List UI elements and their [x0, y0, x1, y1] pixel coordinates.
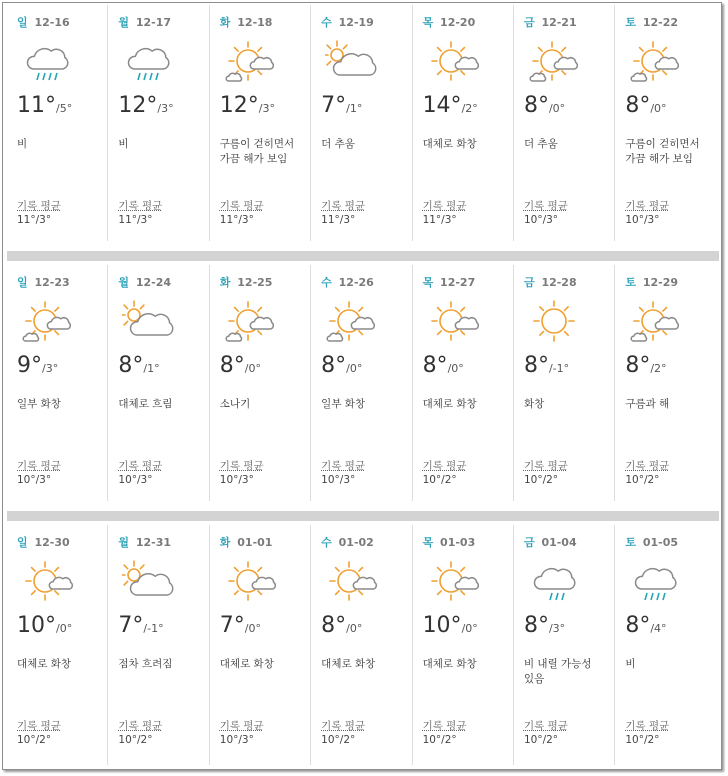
high-temp: 8° — [523, 613, 549, 638]
week-row — [7, 265, 717, 501]
day-date — [423, 274, 476, 290]
low-temp: /3° — [157, 102, 174, 115]
day-date — [625, 534, 678, 550]
forecast-day[interactable] — [514, 5, 615, 241]
historical-avg-value: 11°/3° — [118, 214, 153, 226]
historical-avg-value: 10°/3° — [625, 214, 660, 226]
day-name: 화 — [219, 536, 231, 549]
historical-avg-value: 10°/2° — [422, 734, 457, 746]
week-separator — [7, 511, 719, 521]
condition-text: 일부 화창 — [17, 398, 61, 410]
day-date — [625, 14, 678, 30]
high-temp: 7° — [219, 613, 245, 638]
forecast-day[interactable] — [615, 5, 716, 241]
condition-text: 비 — [17, 138, 28, 150]
sun-small-cloud-icon — [21, 559, 77, 605]
day-date — [423, 534, 476, 550]
historical-avg-value: 10°/3° — [118, 474, 153, 486]
temperature — [17, 93, 72, 118]
day-date — [17, 274, 70, 290]
condition-text: 대체로 화창 — [219, 658, 274, 670]
temperature — [118, 93, 173, 118]
day-date — [321, 14, 374, 30]
temperature — [524, 613, 565, 638]
historical-avg-link[interactable]: 기록 평균 — [625, 460, 670, 472]
historical-avg-link[interactable]: 기록 평균 — [321, 200, 366, 212]
condition-text: 비 내릴 가능성 있음 — [523, 658, 592, 685]
forecast-day[interactable] — [311, 265, 412, 501]
date-label: 12-25 — [237, 276, 273, 289]
historical-avg-value: 11°/3° — [422, 214, 457, 226]
forecast-day[interactable] — [7, 5, 108, 241]
low-temp: /4° — [650, 622, 667, 635]
day-date — [321, 274, 374, 290]
low-temp: /2° — [461, 102, 478, 115]
historical-avg-link[interactable]: 기록 평균 — [118, 200, 163, 212]
historical-avg-link[interactable]: 기록 평균 — [219, 200, 264, 212]
temperature — [625, 613, 666, 638]
condition-text: 구름이 걷히면서 가끔 해가 보임 — [219, 138, 295, 165]
high-temp: 8° — [625, 93, 651, 118]
rain-icon — [122, 39, 178, 85]
low-temp: /0° — [548, 102, 566, 115]
day-name: 일 — [17, 276, 28, 289]
low-temp: /-1° — [143, 622, 164, 635]
sun-cloud-icon — [224, 39, 280, 85]
date-label: 12-16 — [34, 16, 70, 29]
low-temp: /1° — [346, 102, 363, 115]
forecast-day[interactable] — [7, 525, 108, 765]
historical-avg-link[interactable]: 기록 평균 — [219, 460, 264, 472]
condition-text: 대체로 흐림 — [118, 398, 173, 410]
date-label: 12-22 — [642, 16, 679, 29]
condition-text: 구름과 해 — [625, 398, 670, 410]
forecast-day[interactable] — [311, 5, 412, 241]
high-temp: 14° — [422, 93, 462, 118]
day-date — [220, 14, 273, 30]
high-temp: 7° — [321, 93, 347, 118]
historical-avg-value: 11°/3° — [321, 214, 356, 226]
day-name: 화 — [219, 276, 231, 289]
low-temp: /0° — [346, 622, 363, 635]
day-date — [118, 534, 171, 550]
week-row — [7, 525, 717, 765]
historical-avg-value: 10°/3° — [219, 474, 254, 486]
low-temp: /0° — [650, 102, 667, 115]
historical-avg-link[interactable]: 기록 평균 — [523, 200, 568, 212]
historical-avg-link[interactable]: 기록 평균 — [118, 720, 163, 732]
low-temp: /-1° — [548, 362, 570, 375]
high-temp: 8° — [321, 613, 347, 638]
high-temp: 8° — [523, 93, 549, 118]
low-temp: /3° — [548, 622, 566, 635]
low-temp: /0° — [56, 622, 73, 635]
day-name: 화 — [219, 16, 231, 29]
historical-avg-link[interactable]: 기록 평균 — [118, 460, 163, 472]
low-temp: /0° — [244, 362, 261, 375]
date-label: 12-28 — [541, 276, 577, 289]
week-row — [7, 5, 717, 241]
historical-avg-value: 10°/3° — [219, 734, 254, 746]
high-temp: 8° — [118, 353, 144, 378]
date-label: 01-02 — [338, 536, 374, 549]
condition-text: 더 추움 — [321, 138, 355, 150]
historical-avg-link[interactable]: 기록 평균 — [422, 460, 467, 472]
day-name: 목 — [422, 276, 434, 289]
low-temp: /3° — [258, 102, 275, 115]
temperature — [423, 93, 478, 118]
historical-avg-value: 11°/3° — [219, 214, 254, 226]
date-label: 12-19 — [338, 16, 374, 29]
sun-icon — [528, 299, 584, 345]
temperature — [423, 353, 464, 378]
date-label: 12-26 — [338, 276, 374, 289]
condition-text: 화창 — [523, 398, 545, 410]
date-label: 12-30 — [34, 536, 70, 549]
condition-text: 비 — [625, 658, 636, 670]
historical-avg-value: 10°/3° — [321, 474, 356, 486]
low-temp: /1° — [143, 362, 160, 375]
date-label: 12-27 — [440, 276, 476, 289]
sun-small-cloud-icon — [427, 559, 483, 605]
temperature — [625, 93, 666, 118]
historical-avg-value: 10°/2° — [321, 734, 356, 746]
historical-avg-value: 10°/2° — [523, 474, 559, 486]
historical-avg-link[interactable]: 기록 평균 — [321, 720, 366, 732]
temperature — [118, 353, 159, 378]
sun-behind-cloud-icon — [122, 299, 178, 345]
day-date — [625, 274, 678, 290]
historical-avg-link[interactable]: 기록 평균 — [17, 720, 61, 732]
day-date — [524, 534, 577, 550]
day-date — [220, 274, 273, 290]
historical-avg-value: 10°/2° — [17, 734, 52, 746]
day-name: 수 — [321, 536, 332, 549]
high-temp: 11° — [17, 93, 56, 118]
condition-text: 일부 화창 — [321, 398, 366, 410]
condition-text: 점차 흐려짐 — [118, 658, 173, 670]
sun-cloud-icon — [629, 39, 685, 85]
sun-small-cloud-icon — [427, 39, 483, 85]
high-temp: 9° — [17, 353, 42, 378]
temperature — [321, 613, 362, 638]
low-temp: /0° — [346, 362, 363, 375]
high-temp: 8° — [625, 353, 651, 378]
temperature — [220, 353, 261, 378]
high-temp: 8° — [625, 613, 651, 638]
day-name: 토 — [625, 16, 636, 29]
sun-cloud-icon — [528, 39, 584, 85]
day-date — [118, 14, 171, 30]
date-label: 12-29 — [642, 276, 679, 289]
forecast-day[interactable] — [514, 265, 615, 501]
historical-avg-link[interactable]: 기록 평균 — [625, 200, 670, 212]
historical-avg-value: 10°/2° — [523, 734, 559, 746]
day-name: 토 — [625, 276, 636, 289]
date-label: 01-04 — [541, 536, 577, 549]
date-label: 12-23 — [34, 276, 70, 289]
day-name: 일 — [17, 536, 28, 549]
light-rain-icon — [528, 559, 584, 605]
condition-text: 더 추움 — [523, 138, 558, 150]
day-date — [321, 534, 374, 550]
temperature — [17, 613, 72, 638]
historical-avg-value: 10°/2° — [625, 474, 660, 486]
forecast-panel — [2, 2, 722, 770]
sun-behind-cloud-icon — [122, 559, 178, 605]
condition-text: 소나기 — [219, 398, 251, 410]
temperature — [220, 613, 261, 638]
day-name: 일 — [17, 16, 28, 29]
forecast-day[interactable] — [108, 525, 209, 765]
condition-text: 대체로 화창 — [17, 658, 72, 670]
condition-text: 대체로 화창 — [321, 658, 376, 670]
day-name: 목 — [422, 16, 434, 29]
day-name: 수 — [321, 16, 332, 29]
week-separator — [7, 251, 719, 261]
low-temp: /3° — [42, 362, 59, 375]
sun-cloud-icon — [21, 299, 77, 345]
forecast-day[interactable] — [210, 525, 311, 765]
low-temp: /0° — [461, 622, 478, 635]
date-label: 12-21 — [541, 16, 577, 29]
historical-avg-link[interactable]: 기록 평균 — [321, 460, 366, 472]
temperature — [220, 93, 275, 118]
forecast-day[interactable] — [108, 5, 209, 241]
temperature — [321, 93, 362, 118]
day-name: 금 — [523, 536, 535, 549]
historical-avg-value: 10°/2° — [625, 734, 660, 746]
condition-text: 대체로 화창 — [422, 658, 477, 670]
forecast-day[interactable] — [514, 525, 615, 765]
forecast-day[interactable] — [615, 525, 716, 765]
temperature — [321, 353, 362, 378]
low-temp: /0° — [244, 622, 261, 635]
day-date — [17, 534, 70, 550]
sun-small-cloud-icon — [224, 559, 280, 605]
temperature — [524, 93, 565, 118]
low-temp: /5° — [56, 102, 73, 115]
high-temp: 12° — [118, 93, 158, 118]
day-name: 목 — [422, 536, 434, 549]
date-label: 12-24 — [135, 276, 172, 289]
sun-cloud-icon — [325, 299, 381, 345]
historical-avg-link[interactable]: 기록 평균 — [422, 720, 467, 732]
forecast-day[interactable] — [413, 265, 514, 501]
forecast-day[interactable] — [413, 525, 514, 765]
forecast-day[interactable] — [210, 265, 311, 501]
high-temp: 8° — [523, 353, 549, 378]
historical-avg-value: 10°/3° — [17, 474, 52, 486]
high-temp: 8° — [219, 353, 245, 378]
historical-avg-value: 10°/2° — [118, 734, 153, 746]
date-label: 01-03 — [440, 536, 476, 549]
historical-avg-link[interactable]: 기록 평균 — [422, 200, 467, 212]
forecast-day[interactable] — [413, 5, 514, 241]
historical-avg-link[interactable]: 기록 평균 — [219, 720, 264, 732]
day-name: 금 — [523, 16, 535, 29]
day-date — [524, 274, 577, 290]
historical-avg-link[interactable]: 기록 평균 — [17, 200, 61, 212]
high-temp: 7° — [118, 613, 144, 638]
forecast-day[interactable] — [311, 525, 412, 765]
condition-text: 구름이 걷히면서 가끔 해가 보임 — [625, 138, 700, 165]
sun-small-cloud-icon — [325, 559, 381, 605]
temperature — [524, 353, 569, 378]
day-date — [118, 274, 171, 290]
day-date — [524, 14, 577, 30]
temperature — [118, 613, 163, 638]
date-label: 12-17 — [135, 16, 172, 29]
day-name: 수 — [321, 276, 332, 289]
temperature — [423, 613, 478, 638]
day-date — [423, 14, 476, 30]
historical-avg-link[interactable]: 기록 평균 — [523, 460, 568, 472]
condition-text: 대체로 화창 — [422, 398, 477, 410]
day-name: 토 — [625, 536, 636, 549]
date-label: 12-20 — [440, 16, 476, 29]
forecast-day[interactable] — [7, 265, 108, 501]
sun-small-cloud-icon — [427, 299, 483, 345]
forecast-day[interactable] — [108, 265, 209, 501]
temperature — [625, 353, 666, 378]
sun-cloud-icon — [224, 299, 280, 345]
historical-avg-value: 10°/3° — [523, 214, 559, 226]
temperature — [17, 353, 58, 378]
historical-avg-link[interactable]: 기록 평균 — [523, 720, 568, 732]
rain-icon — [629, 559, 685, 605]
day-date — [17, 14, 70, 30]
sun-cloud-icon — [629, 299, 685, 345]
historical-avg-value: 11°/3° — [17, 214, 52, 226]
day-name: 월 — [118, 16, 130, 29]
forecast-day[interactable] — [615, 265, 716, 501]
historical-avg-value: 10°/2° — [422, 474, 457, 486]
day-name: 월 — [118, 536, 130, 549]
date-label: 12-31 — [135, 536, 172, 549]
date-label: 12-18 — [237, 16, 273, 29]
day-name: 금 — [523, 276, 535, 289]
date-label: 01-05 — [642, 536, 679, 549]
high-temp: 8° — [422, 353, 448, 378]
condition-text: 대체로 화창 — [422, 138, 477, 150]
high-temp: 8° — [321, 353, 347, 378]
day-date — [220, 534, 273, 550]
low-temp: /2° — [650, 362, 667, 375]
high-temp: 10° — [422, 613, 462, 638]
historical-avg-link[interactable]: 기록 평균 — [17, 460, 61, 472]
sun-behind-cloud-icon — [325, 39, 381, 85]
date-label: 01-01 — [237, 536, 273, 549]
day-name: 월 — [118, 276, 130, 289]
high-temp: 10° — [17, 613, 56, 638]
condition-text: 비 — [118, 138, 129, 150]
historical-avg-link[interactable]: 기록 평균 — [625, 720, 670, 732]
low-temp: /0° — [447, 362, 464, 375]
rain-icon — [21, 39, 77, 85]
high-temp: 12° — [219, 93, 259, 118]
forecast-day[interactable] — [210, 5, 311, 241]
